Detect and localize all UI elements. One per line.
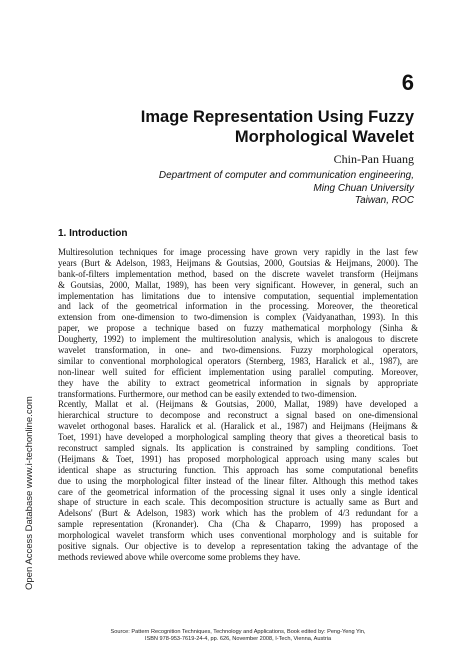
body-line: & Goutsias, 2000, Mallat, 1989), has been very significant. However, in general, such an: [58, 279, 418, 290]
body-line: positive signals. Our objective is to develop a representation taking the advantage of the: [58, 541, 418, 552]
body-line: they have the ability to extract geometrical information in signals by appropriate: [58, 377, 418, 388]
affiliation-line: Department of computer and communication engineering,: [158, 170, 414, 181]
body-line: due to using the morphological filter instead of the linear filter. Although this method takes: [58, 475, 418, 486]
body-paragraph: [58, 247, 418, 563]
body-line: extension from one-dimension to two-dimension is complex (Vaidyanathan, 1993). In this: [58, 312, 418, 323]
footnote-line: Source: Pattern Recognition Techniques, Technology and Applications, Book edited by: Peng-Yeng Yin,: [110, 629, 366, 635]
title-line: Morphological Wavelet: [234, 128, 414, 146]
affiliation-line: Taiwan, ROC: [354, 195, 414, 207]
body-line: wavelet transformation, in one- and two-dimensions. Fuzzy morphological operators,: [58, 345, 418, 356]
body-line: Multiresolution techniques for image processing have grown very rapidly in the last few: [58, 247, 418, 257]
body-line: sample representation (Kronander). Cha (Cha & Chaparro, 1999) has proposed a: [58, 519, 418, 530]
body-line: paper, we propose a technique based on fuzzy mathematical morphology (Sinha &: [58, 323, 418, 334]
body-line: reconstruct sampled signals. Its application is constrained by sampling conditions. Toet: [58, 443, 418, 454]
body-line: methods reviewed above while overcome some problems they have.: [58, 551, 301, 562]
body-line: hierarchical structure to decompose and reconstruct a signal based on one-dimensional: [58, 410, 418, 421]
body-line: (Heijmans & Toet, 1991) has proposed morphological approach using many scales but: [58, 453, 418, 464]
body-line: transformations. Furthermore, our method can be easily extended to two-dimension.: [58, 388, 357, 399]
body-line: Adelsons' (Burt & Adelson, 1983) work which has the problem of 4/3 redundant for a: [58, 508, 418, 519]
body-line: non-linear well suited for efficient implementation using parallel computing. Moreover,: [58, 366, 418, 377]
source-footnote: [58, 629, 418, 643]
title-line: Image Representation Using Fuzzy: [140, 108, 414, 126]
body-line: bank-of-filters implementation method, based on the discrete wavelet transform (Heijmans: [58, 268, 418, 279]
affiliation-line: Ming Chuan University: [313, 182, 414, 194]
section-heading: 1. Introduction: [58, 228, 128, 239]
author-name: Chin-Pan Huang: [333, 152, 414, 166]
chapter-number: 6: [401, 70, 414, 95]
body-line: wavelet orthogonal bases. Haralick et al. (Haralick et al., 1987) and Heijmans (Heijmans &: [58, 421, 418, 432]
body-line: morphological wavelet transform which uses conventional morphology and is suitable for: [58, 530, 418, 541]
footnote-line: ISBN 978-953-7619-24-4, pp. 626, November 2008, I-Tech, Vienna, Austria: [144, 636, 332, 642]
body-line: implementation has limitations due to intensive computation, sequential implementation: [58, 290, 418, 301]
body-line: identical shape as structuring function. This approach has some computational benefits: [58, 464, 418, 475]
open-access-side-stamp: Open Access Database www.i-techonline.com: [24, 396, 35, 590]
author-affiliation: [159, 170, 414, 208]
body-line: shape of structure in each scale. This decomposition structure is actually same as Burt and: [58, 497, 418, 508]
body-line: Dougherty, 1992) to implement the multiresolution analysis, which is analogous to discrete: [58, 334, 418, 345]
body-line: Rcently, Mallat et al. (Heijmans & Goutsias, 2000, Mallat, 1989) have developed a: [58, 399, 418, 410]
body-line: Toet, 1991) have developed a morphological sampling theory that gives a theoretical basis to: [58, 432, 418, 443]
paper-title: [84, 107, 414, 147]
body-line: similar to conventional morphological operators (Sternberg, 1983, Haralick et al., 1987), are: [58, 355, 418, 366]
body-line: and lack of the geometrical information in the processing. Moreover, the theoretical: [58, 301, 418, 312]
body-line: care of the geometrical information of the processing signal it uses only a single identical: [58, 486, 418, 497]
body-line: years (Burt & Adelson, 1983, Heijmans & Goutsias, 2000, Goutsias & Heijmans, 2000). The: [58, 257, 418, 268]
